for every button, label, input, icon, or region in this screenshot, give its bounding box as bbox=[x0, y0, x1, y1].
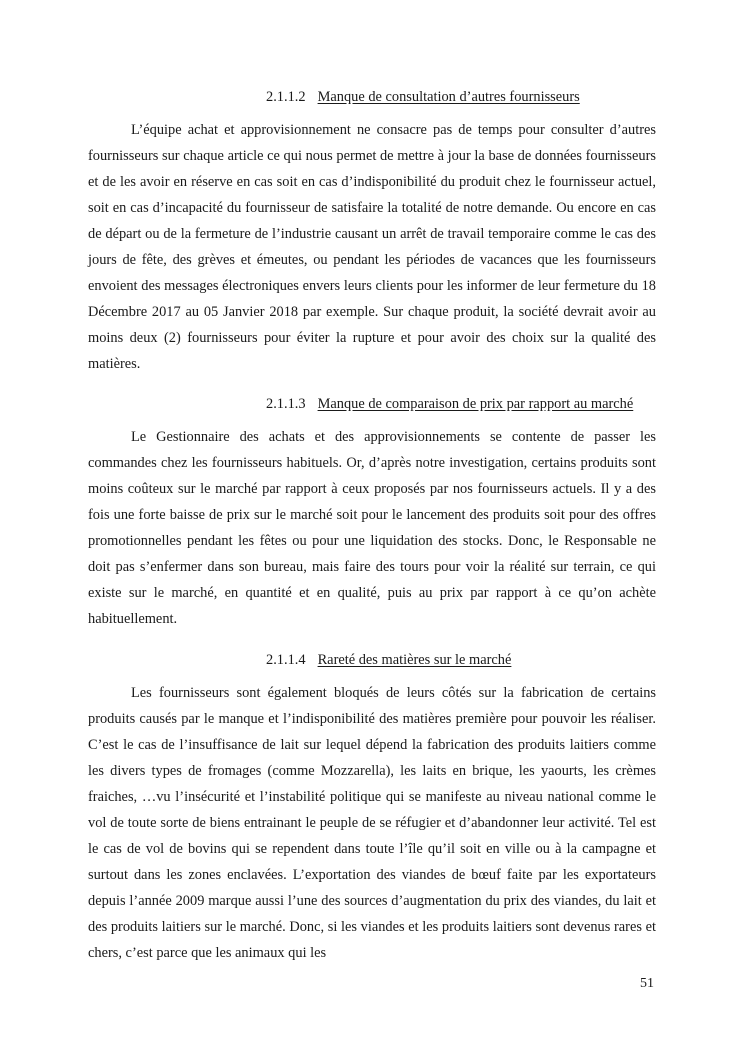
section-heading-2-1-1-4 bbox=[266, 650, 511, 670]
section-paragraph-2-1-1-2: L’équipe achat et approvisionnement ne consacre pas de temps pour consulter d’autres fournisseurs sur chaque article ce qui nous permet de mettre à jour la base de données fournisseurs et de les avoir en réserve en cas soit en cas d’indisponibilité du produit chez le fournisseur actuel, soit en cas d’incapacité du fournisseur de satisfaire la totalité de notre demande. Ou encore en cas de départ ou de la fermeture de l’industrie causant un arrêt de travail temporaire comme le cas des jours de fête, des grèves et émeutes, ou pendant les périodes de vacances que les fournisseurs envoient des messages électroniques envers leurs clients pour les informer de leur fermeture du 18 Décembre 2017 au 05 Janvier 2018 par exemple. Sur chaque produit, la société devrait avoir au moins deux (2) fournisseurs pour éviter la rupture et pour avoir des choix sur la qualité des matières. bbox=[88, 122, 656, 372]
section-heading-2-1-1-2 bbox=[266, 87, 580, 107]
section-title: Manque de consultation d’autres fournisseurs bbox=[317, 89, 580, 105]
section-paragraph-2-1-1-3: Le Gestionnaire des achats et des approvisionnements se contente de passer les commandes chez les fournisseurs habituels. Or, d’après notre investigation, certains produits sont moins coûteux sur le marché par rapport à ceux proposés par nos fournisseurs actuels. Il y a des fois une forte baisse de prix sur le marché soit pour le lancement des produits soit pour des offres promotionnelles pendant les fêtes ou pour une liquidation des stocks. Donc, le Responsable ne doit pas s’enfermer dans son bureau, mais faire des tours pour voir la réalité sur terrain, ce qui existe sur le marché, en quantité et en qualité, puis au prix par rapport à ce qu’on achète habituellement. bbox=[88, 429, 656, 627]
section-title: Manque de comparaison de prix par rapport au marché bbox=[317, 396, 634, 412]
section-paragraph-2-1-1-4: Les fournisseurs sont également bloqués de leurs côtés sur la fabrication de certains produits causés par le manque et l’indisponibilité des matières première pour pouvoir les réaliser. C’est le cas de l’insuffisance de lait sur lequel dépend la fabrication des produits laitiers comme les divers types de fromages (comme Mozzarella), les laits en brique, les yaourts, les crèmes fraiches, …vu l’insécurité et l’instabilité politique qui se manifeste au niveau national comme le vol de toute sorte de biens entrainant le peuple de se réfugier et d’abandonner leur activité. Tel est le cas de vol de bovins qui se rependent dans toute l’île qu’il soit en ville ou à la campagne et surtout dans les zones enclavées. L’exportation des viandes de bœuf faite par les exportateurs depuis l’année 2009 marque aussi l’une des sources d’augmentation du prix des viandes, du lait et des produits laitiers sur le marché. Donc, si les viandes et les produits laitiers sont devenus rares et chers, c’est parce que les animaux qui les bbox=[88, 685, 656, 961]
section-heading-2-1-1-3 bbox=[266, 394, 633, 414]
section-number: 2.1.1.3 bbox=[266, 396, 306, 412]
section-number: 2.1.1.4 bbox=[266, 652, 306, 668]
section-number: 2.1.1.2 bbox=[266, 89, 306, 105]
section-title: Rareté des matières sur le marché bbox=[317, 652, 512, 668]
page-number: 51 bbox=[640, 976, 654, 991]
